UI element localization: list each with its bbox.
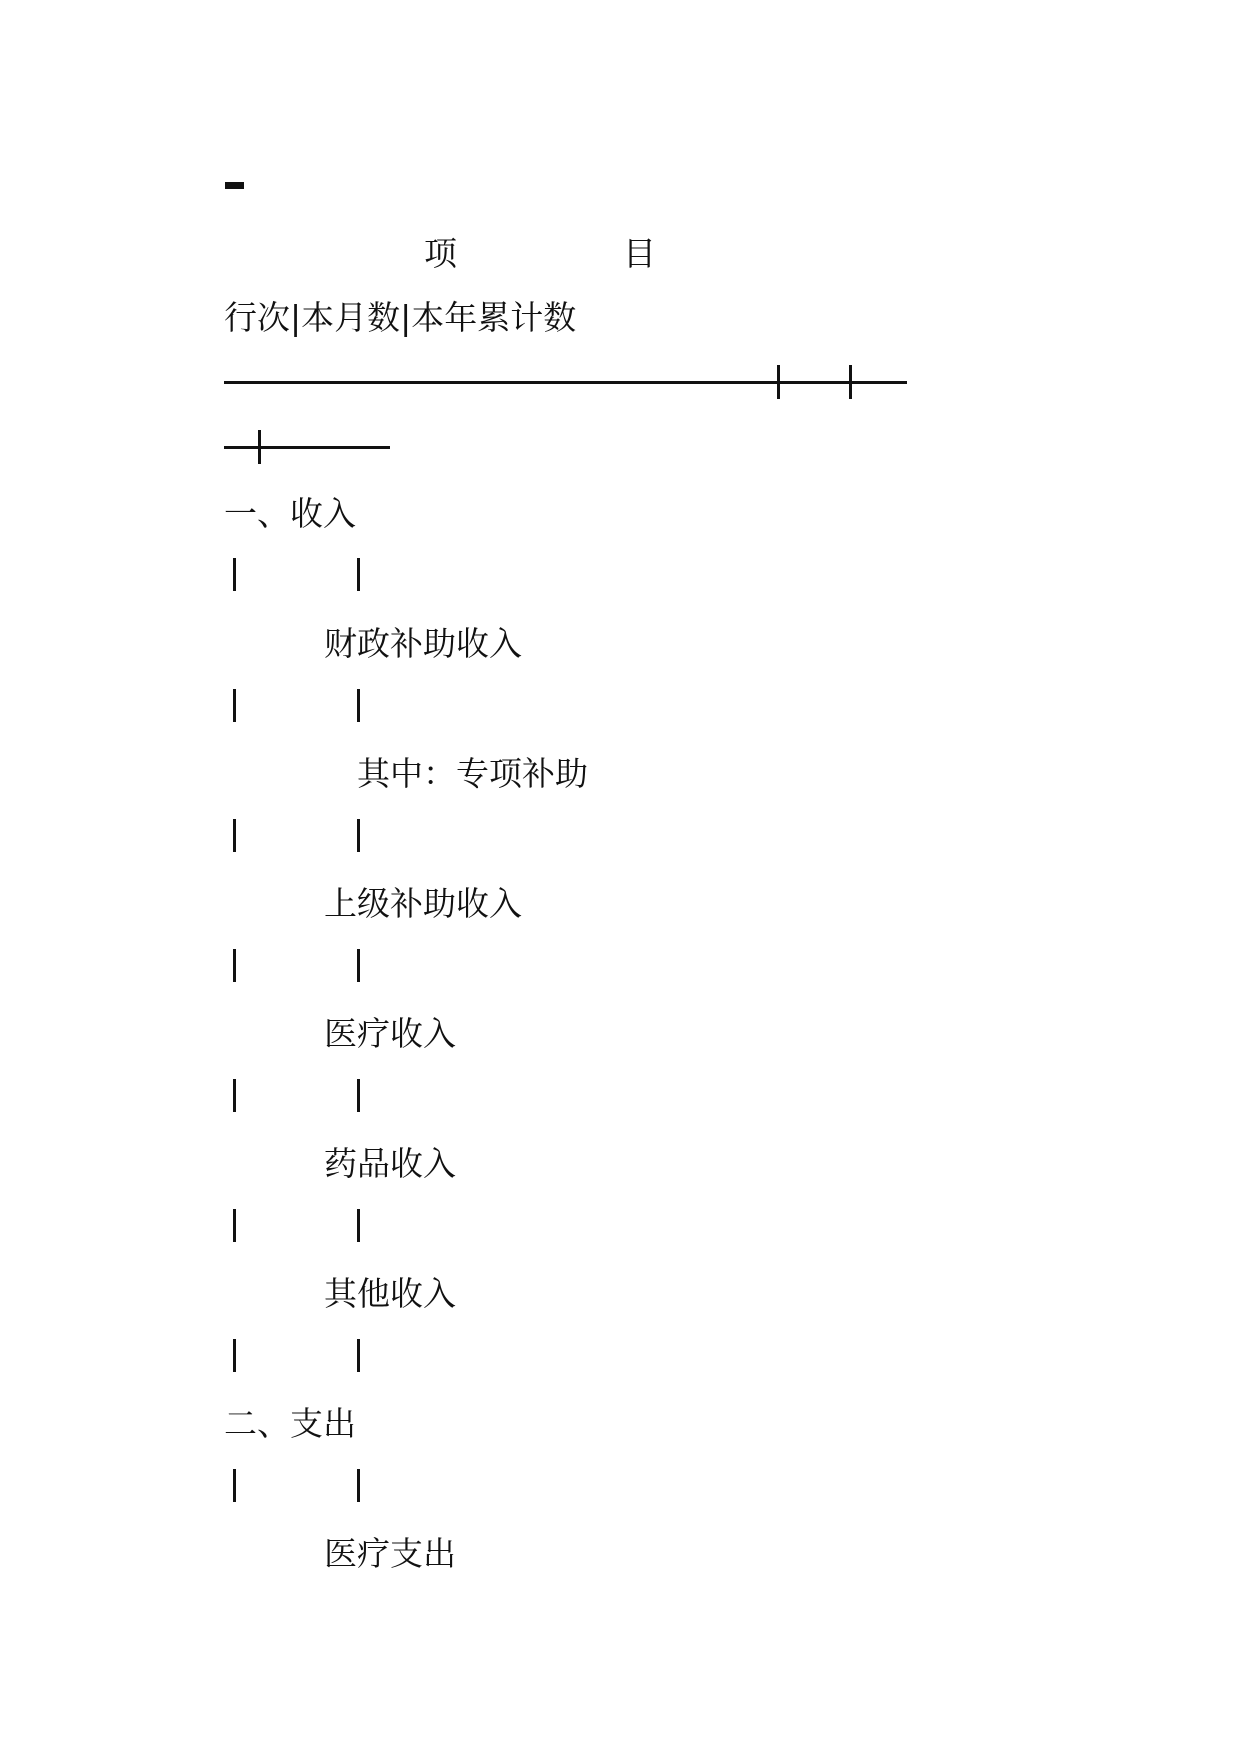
row-separator-bars [233, 554, 363, 594]
row-label-income: 一、收入 [224, 494, 356, 533]
row-separator-bars [233, 1335, 363, 1375]
row-separator-bars [233, 1465, 363, 1505]
row-label-medical-income: 医疗收入 [324, 1014, 456, 1053]
row-label-fiscal-subsidy: 财政补助收入 [324, 624, 522, 663]
row-separator-bars [233, 1205, 363, 1245]
row-separator-bars [233, 1075, 363, 1115]
header-columns-line: 行次|本月数|本年累计数 [224, 298, 577, 337]
row-label-special-subsidy: 其中：专项补助 [357, 754, 588, 793]
row-separator-bars [233, 685, 363, 725]
header-item-char-2: 目 [623, 234, 656, 273]
row-separator-bars [233, 815, 363, 855]
row-label-other-income: 其他收入 [324, 1274, 456, 1313]
row-label-drug-income: 药品收入 [324, 1144, 456, 1183]
header-item-char-1: 项 [424, 234, 457, 273]
row-label-superior-subsidy: 上级补助收入 [324, 884, 522, 923]
page-dash-mark [225, 182, 244, 189]
row-label-expenditure: 二、支出 [224, 1404, 356, 1443]
row-separator-bars [233, 945, 363, 985]
row-label-medical-expenditure: 医疗支出 [324, 1534, 456, 1573]
